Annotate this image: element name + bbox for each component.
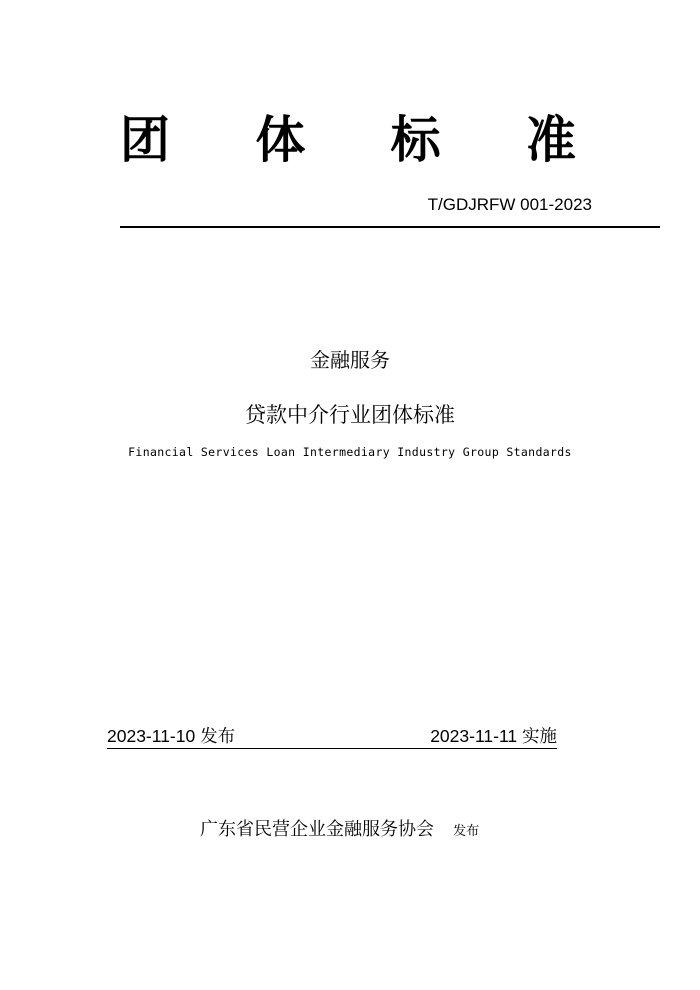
heading-char-3: 标 bbox=[390, 111, 441, 169]
publisher-issue-label: 发布 bbox=[453, 824, 480, 839]
effective-date: 2023-11-11 bbox=[430, 726, 518, 746]
header-divider bbox=[120, 226, 660, 228]
heading-char-2: 体 bbox=[255, 111, 306, 169]
release-date: 2023-11-10 bbox=[107, 726, 196, 746]
english-title: Financial Services Loan Intermediary Industry Group Standards bbox=[128, 445, 572, 459]
standard-code: T/GDJRFW 001-2023 bbox=[427, 195, 592, 214]
category-title: 金融服务 bbox=[310, 348, 390, 372]
publisher-organization: 广东省民营企业金融服务协会 bbox=[200, 819, 434, 840]
effective-label: 实施 bbox=[522, 726, 557, 746]
heading-char-1: 团 bbox=[120, 111, 170, 169]
heading-char-4: 准 bbox=[525, 111, 576, 169]
date-line bbox=[107, 724, 557, 749]
publisher-line bbox=[200, 816, 520, 844]
release-label: 发布 bbox=[200, 726, 236, 746]
standard-type-heading bbox=[120, 108, 576, 172]
effective-date-group bbox=[430, 724, 557, 748]
document-title: 贷款中介行业团体标准 bbox=[245, 403, 455, 427]
release-date-group bbox=[107, 724, 235, 748]
